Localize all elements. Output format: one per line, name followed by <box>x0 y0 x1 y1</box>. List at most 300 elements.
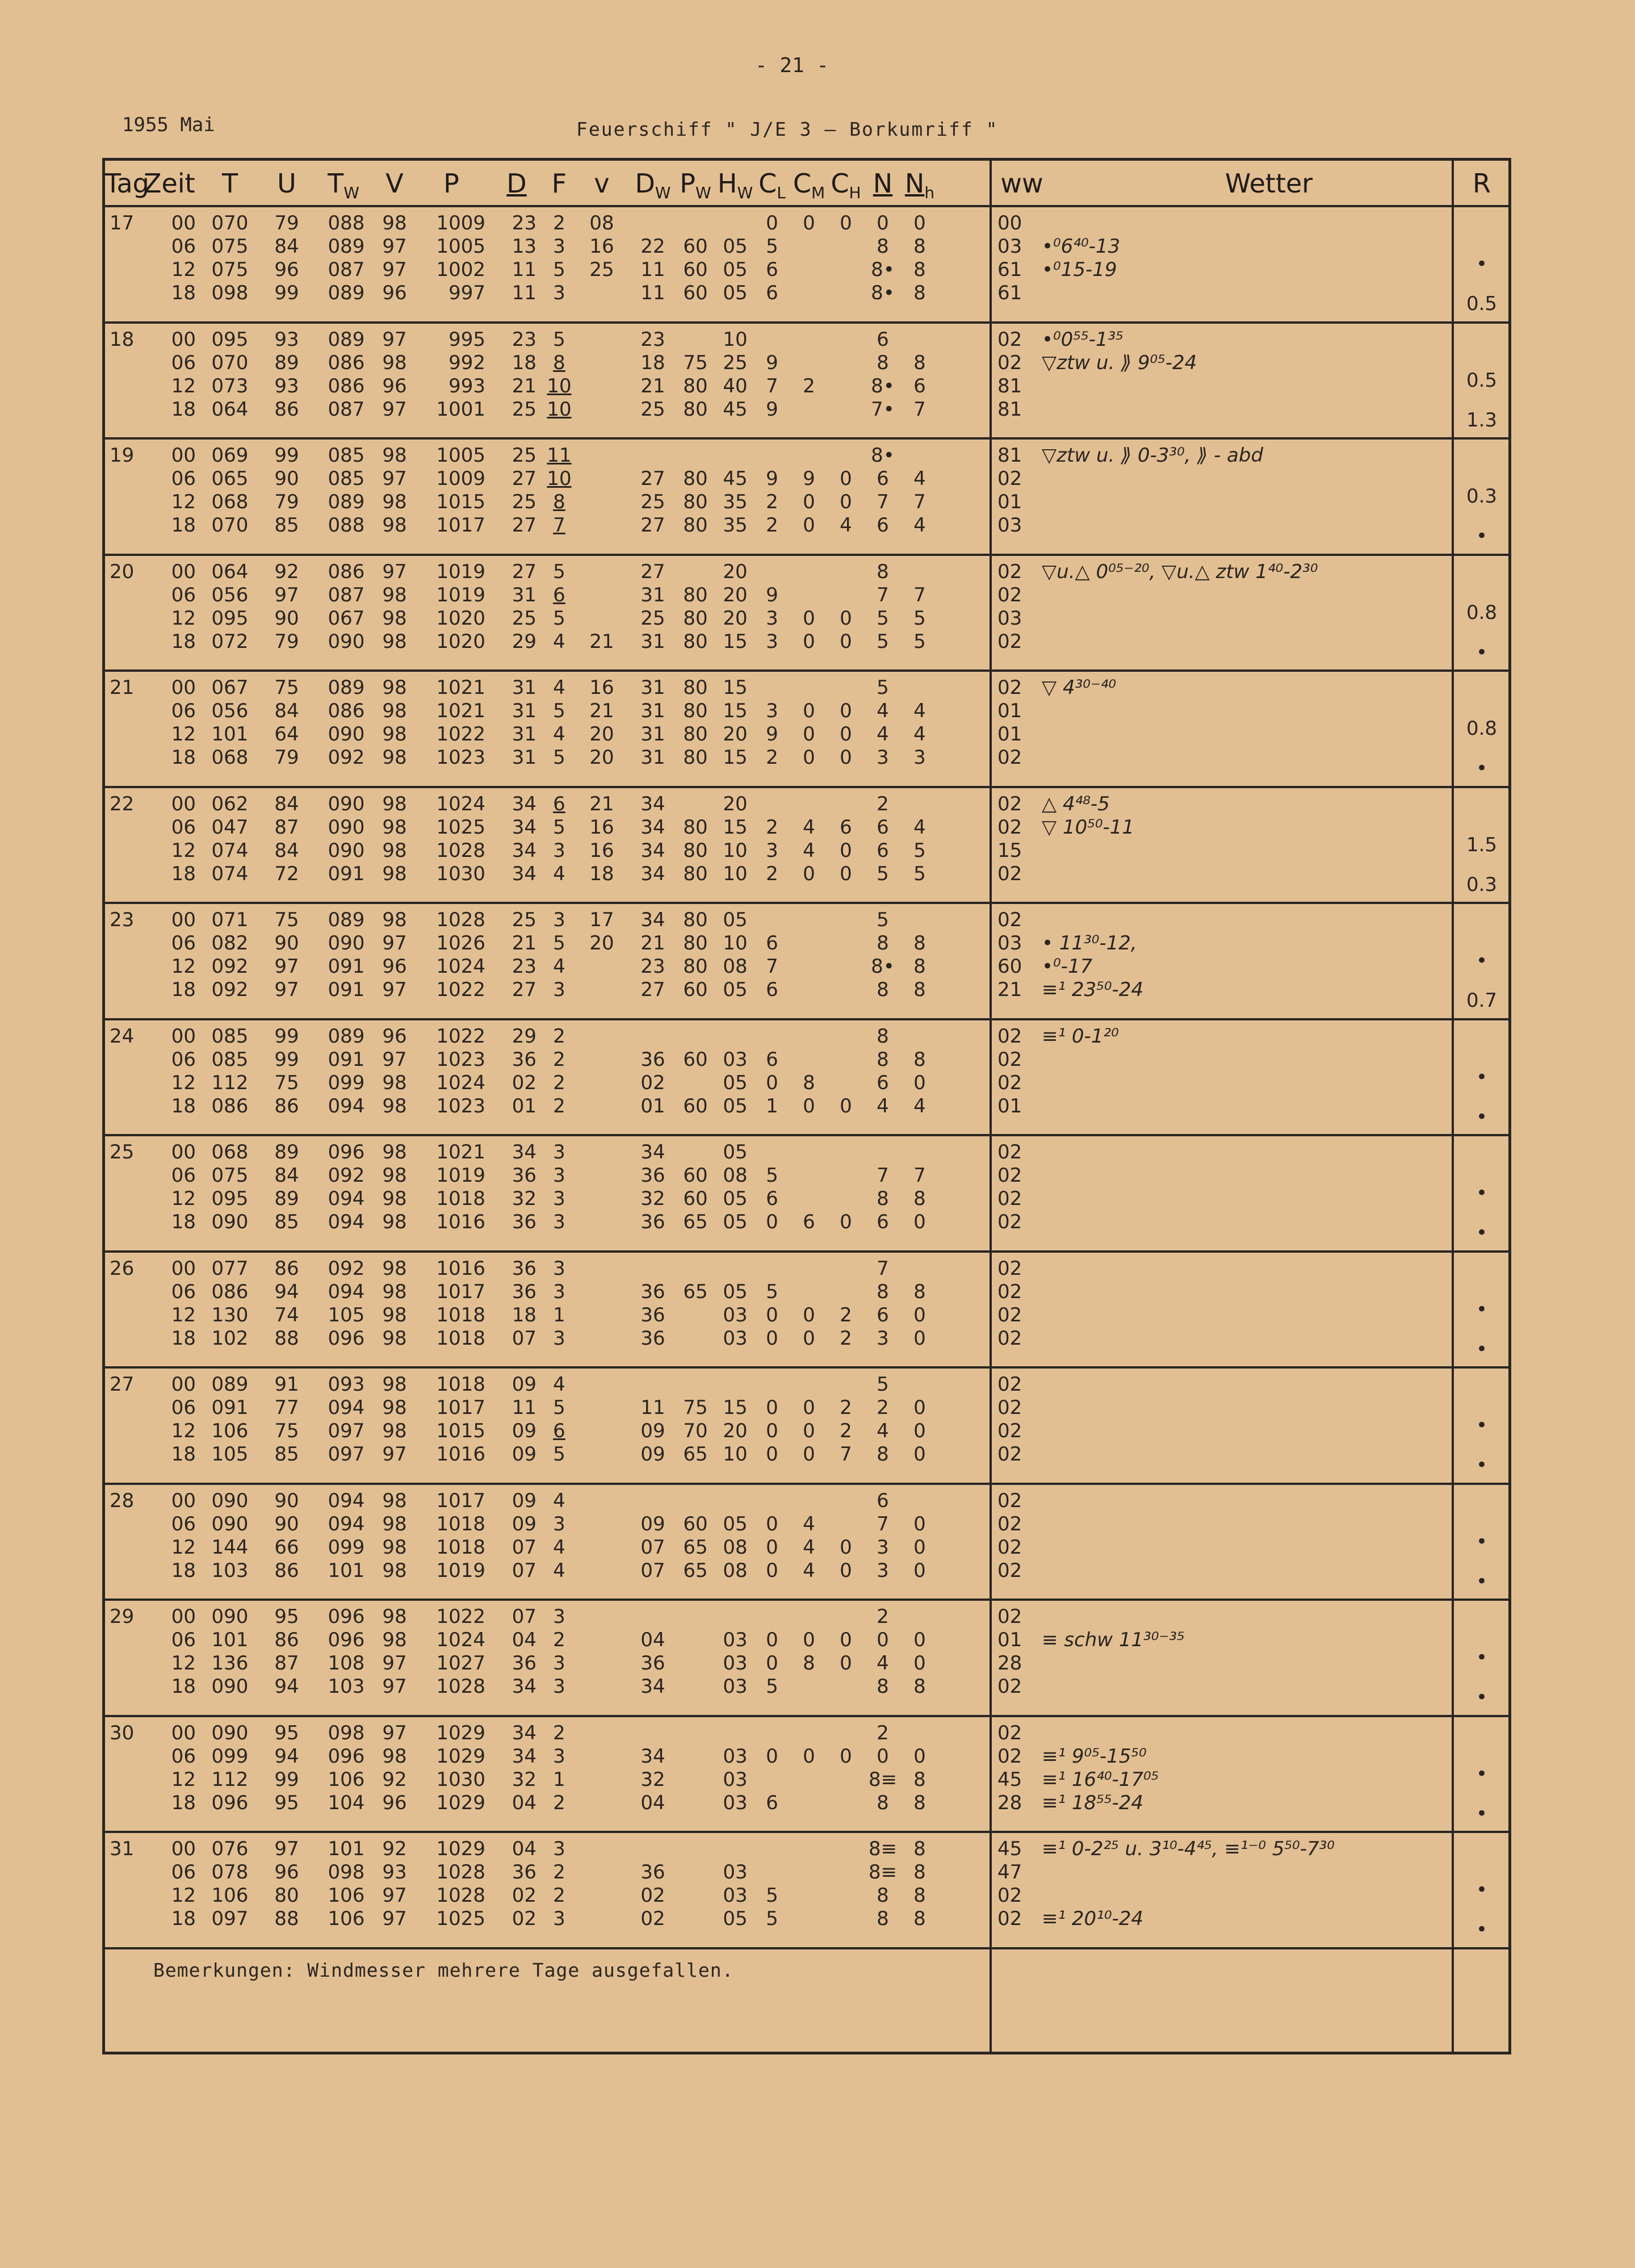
pw-cell: 80 <box>683 374 708 397</box>
d-cell: 23 <box>512 955 536 978</box>
dw-cell: 36 <box>640 1280 665 1303</box>
tw-cell: 086 <box>328 700 365 722</box>
wetter-cell: •⁰-17 <box>1042 955 1093 978</box>
nh-cell: 5 <box>913 862 926 885</box>
d-cell: 27 <box>512 514 536 537</box>
u-cell: 97 <box>274 955 299 978</box>
ch-cell: 0 <box>840 1535 852 1559</box>
nh-cell: 5 <box>913 630 926 653</box>
d-cell: 34 <box>512 1141 536 1164</box>
d-cell: 21 <box>512 932 536 955</box>
dw-cell: 31 <box>640 723 665 746</box>
cl-cell: 0 <box>766 1420 778 1442</box>
day-separator <box>105 786 1508 788</box>
ww-cell: 61 <box>997 282 1022 304</box>
ww-cell: 28 <box>997 1652 1022 1675</box>
r-cell: • <box>1475 253 1488 275</box>
v-cell: 93 <box>382 1861 407 1884</box>
u-cell: 79 <box>274 746 299 769</box>
vv-cell <box>582 1420 622 1442</box>
p-cell: 1018 <box>436 1512 485 1535</box>
r-cell: • <box>1475 1686 1488 1709</box>
cm-cell: 0 <box>803 514 815 537</box>
p-cell: 1022 <box>436 723 485 746</box>
pw-cell <box>673 1605 718 1628</box>
v-cell: 98 <box>382 1164 407 1187</box>
p-cell: 1028 <box>436 839 485 862</box>
hw-cell: 10 <box>723 328 748 351</box>
f-cell: 5 <box>553 328 565 351</box>
wetter-cell: ▽ztw u. ⟫ 9⁰⁵-24 <box>1042 351 1197 374</box>
p-cell: 1027 <box>436 1652 485 1675</box>
dw-cell: 34 <box>640 792 665 815</box>
wetter-cell <box>1042 1443 1450 1466</box>
vv-cell <box>582 607 622 630</box>
d-cell: 25 <box>512 606 536 630</box>
ww-cell: 02 <box>997 1280 1022 1303</box>
ww-cell: 01 <box>997 1094 1022 1118</box>
cl-cell: 0 <box>766 1211 778 1233</box>
col-ch: $C_H$ <box>831 168 861 203</box>
ww-cell: 02 <box>997 1420 1022 1442</box>
vv-cell <box>582 584 622 606</box>
t-cell: 068 <box>211 491 249 513</box>
u-cell: 86 <box>274 1559 299 1582</box>
tw-cell: 089 <box>328 676 365 699</box>
d-cell: 04 <box>512 1629 536 1651</box>
vv-cell <box>582 1141 622 1164</box>
tw-cell: 091 <box>328 955 365 978</box>
pw-cell: 80 <box>683 583 708 606</box>
vv-cell: 17 <box>589 909 614 931</box>
nh-cell <box>900 1141 940 1164</box>
v-cell: 98 <box>382 1420 407 1442</box>
v-cell: 97 <box>382 258 407 281</box>
n-cell: 8 <box>877 560 889 583</box>
nh-cell: 0 <box>913 212 926 235</box>
d-cell: 34 <box>512 792 536 815</box>
ch-cell <box>826 328 866 351</box>
v-cell: 97 <box>382 467 407 490</box>
n-cell: 6 <box>877 1071 889 1094</box>
v-cell: 98 <box>382 1257 407 1280</box>
hw-cell: 15 <box>723 676 748 699</box>
nh-cell: 8 <box>913 282 926 304</box>
zeit-cell: 06 <box>171 1396 196 1419</box>
dw-cell: 27 <box>640 514 665 537</box>
nh-cell: 0 <box>913 1211 926 1233</box>
v-cell: 98 <box>382 1535 407 1559</box>
pw-cell: 65 <box>683 1211 708 1233</box>
dw-cell: 34 <box>640 839 665 862</box>
vv-cell <box>582 1072 622 1094</box>
ww-cell: 02 <box>997 583 1022 606</box>
nh-cell: 8 <box>913 1768 926 1791</box>
d-cell: 31 <box>512 723 536 746</box>
t-cell: 098 <box>211 282 249 304</box>
d-cell: 09 <box>512 1512 536 1535</box>
hw-cell: 03 <box>723 1744 748 1768</box>
p-cell: 1023 <box>436 1094 485 1118</box>
nh-cell: 0 <box>913 1303 926 1327</box>
pw-cell: 65 <box>683 1280 708 1303</box>
t-cell: 082 <box>211 932 249 955</box>
vv-cell <box>582 1792 622 1814</box>
hw-cell: 35 <box>723 514 748 537</box>
nh-cell: 4 <box>913 700 926 722</box>
t-cell: 106 <box>211 1420 249 1442</box>
tw-cell: 089 <box>328 235 365 258</box>
t-cell: 089 <box>211 1373 249 1396</box>
p-cell: 1016 <box>436 1443 485 1466</box>
d-cell: 02 <box>512 1907 536 1930</box>
wetter-cell <box>1042 1605 1450 1628</box>
d-cell: 09 <box>512 1420 536 1442</box>
hw-cell: 10 <box>723 839 748 862</box>
cm-cell <box>789 1048 829 1071</box>
ww-cell: 02 <box>997 676 1022 699</box>
nh-cell: 8 <box>913 1838 926 1860</box>
day-label: 30 <box>110 1721 135 1744</box>
tw-cell: 098 <box>328 1721 365 1744</box>
nh-cell <box>900 1722 940 1744</box>
cm-cell <box>789 1281 829 1303</box>
zeit-cell: 18 <box>171 1791 196 1814</box>
hw-cell: 10 <box>723 1443 748 1466</box>
n-cell: 7 <box>877 491 889 513</box>
v-cell: 96 <box>382 282 407 304</box>
cm-cell <box>789 398 829 421</box>
dw-cell: 31 <box>640 700 665 722</box>
zeit-cell: 12 <box>171 258 196 281</box>
zeit-cell: 18 <box>171 1443 196 1466</box>
pw-cell: 75 <box>683 351 708 374</box>
n-cell: 3 <box>877 1559 889 1582</box>
hw-cell: 05 <box>723 235 748 258</box>
u-cell: 86 <box>274 1629 299 1651</box>
f-cell: 4 <box>553 630 565 653</box>
ww-cell: 02 <box>997 1721 1022 1744</box>
v-cell: 96 <box>382 374 407 397</box>
t-cell: 090 <box>211 1489 249 1512</box>
cm-cell: 0 <box>803 491 815 513</box>
f-cell: 3 <box>553 1327 565 1350</box>
cm-cell: 0 <box>803 1744 815 1768</box>
t-cell: 047 <box>211 815 249 839</box>
cl-cell: 2 <box>766 815 778 839</box>
v-cell: 97 <box>382 1884 407 1907</box>
f-cell: 8 <box>553 351 565 374</box>
zeit-cell: 12 <box>171 606 196 630</box>
ch-cell <box>826 909 866 931</box>
cm-cell <box>789 1768 829 1791</box>
v-cell: 98 <box>382 583 407 606</box>
zeit-cell: 18 <box>171 746 196 769</box>
hw-cell: 15 <box>723 630 748 653</box>
wetter-cell: ≡¹ 0-2²⁵ u. 3¹⁰-4⁴⁵, ≡¹⁻⁰ 5⁵⁰-7³⁰ <box>1042 1838 1335 1860</box>
d-cell: 21 <box>512 374 536 397</box>
pw-cell <box>673 1327 718 1350</box>
hw-cell <box>712 212 758 235</box>
vv-cell <box>582 1559 622 1582</box>
d-cell: 09 <box>512 1443 536 1466</box>
ch-cell <box>826 1187 866 1210</box>
pw-cell <box>673 212 718 235</box>
hw-cell: 08 <box>723 1535 748 1559</box>
f-cell: 5 <box>553 1396 565 1419</box>
u-cell: 99 <box>274 1048 299 1071</box>
pw-cell <box>673 1722 718 1744</box>
wetter-cell: △ 4⁴⁸-5 <box>1042 792 1110 815</box>
ww-cell: 02 <box>997 1048 1022 1071</box>
pw-cell: 80 <box>683 815 708 839</box>
n-cell: 8 <box>877 1443 889 1466</box>
tw-cell: 089 <box>328 491 365 513</box>
n-cell: 8 <box>877 1907 889 1930</box>
hw-cell <box>712 1722 758 1744</box>
r-cell: 1.3 <box>1466 408 1498 432</box>
n-cell: 5 <box>877 909 889 931</box>
u-cell: 87 <box>274 815 299 839</box>
n-cell: 6 <box>877 328 889 351</box>
zeit-cell: 06 <box>171 1280 196 1303</box>
dw-cell: 34 <box>640 862 665 885</box>
f-cell: 4 <box>553 1535 565 1559</box>
ch-cell <box>826 282 866 304</box>
ww-cell: 47 <box>997 1861 1022 1884</box>
tw-cell: 101 <box>328 1838 365 1860</box>
wetter-cell <box>1042 1048 1450 1071</box>
nh-cell: 0 <box>913 1629 926 1651</box>
tw-cell: 106 <box>328 1907 365 1930</box>
ww-cell: 02 <box>997 792 1022 815</box>
ww-cell: 01 <box>997 1629 1022 1651</box>
day-label: 31 <box>110 1838 135 1860</box>
pw-cell <box>673 560 718 583</box>
n-cell: 5 <box>877 1373 889 1396</box>
cl-cell: 6 <box>766 1187 778 1210</box>
wetter-cell <box>1042 1072 1450 1094</box>
cl-cell: 6 <box>766 258 778 281</box>
t-cell: 099 <box>211 1744 249 1768</box>
d-cell: 34 <box>512 815 536 839</box>
v-cell: 98 <box>382 444 407 467</box>
cl-cell <box>752 1605 792 1628</box>
cl-cell: 0 <box>766 1303 778 1327</box>
nh-cell: 5 <box>913 839 926 862</box>
p-cell: 1017 <box>436 1489 485 1512</box>
pw-cell <box>673 1257 718 1280</box>
ch-cell: 6 <box>840 815 852 839</box>
p-cell: 1009 <box>436 467 485 490</box>
day-label: 27 <box>110 1373 135 1396</box>
ww-cell: 81 <box>997 444 1022 467</box>
pw-cell <box>673 1141 718 1164</box>
v-cell: 97 <box>382 235 407 258</box>
ww-cell: 03 <box>997 235 1022 258</box>
v-cell: 98 <box>382 792 407 815</box>
wetter-cell: ≡¹ 18⁵⁵-24 <box>1042 1791 1143 1814</box>
d-cell: 13 <box>512 235 536 258</box>
d-cell: 11 <box>512 282 536 304</box>
t-cell: 062 <box>211 792 249 815</box>
p-cell: 995 <box>448 328 485 351</box>
n-cell: 8 <box>877 1675 889 1698</box>
ch-cell <box>826 1373 866 1396</box>
t-cell: 090 <box>211 1512 249 1535</box>
t-cell: 092 <box>211 978 249 1001</box>
tw-cell: 105 <box>328 1303 365 1327</box>
cm-cell: 4 <box>803 815 815 839</box>
hw-cell: 05 <box>723 1512 748 1535</box>
zeit-cell: 18 <box>171 1211 196 1233</box>
zeit-cell: 00 <box>171 792 196 815</box>
cm-cell: 9 <box>803 467 815 490</box>
r-cell: • <box>1475 949 1488 972</box>
f-cell: 8 <box>553 491 565 513</box>
p-cell: 1028 <box>436 1884 485 1907</box>
nh-cell: 8 <box>913 1884 926 1907</box>
pw-cell: 80 <box>683 955 708 978</box>
v-cell: 98 <box>382 606 407 630</box>
ww-cell: 02 <box>997 1559 1022 1582</box>
ch-cell <box>826 375 866 397</box>
n-cell <box>866 1141 900 1164</box>
tw-cell: 085 <box>328 444 365 467</box>
ww-cell: 02 <box>997 1211 1022 1233</box>
t-cell: 102 <box>211 1327 249 1350</box>
v-cell: 92 <box>382 1768 407 1791</box>
cl-cell: 5 <box>766 1907 778 1930</box>
n-cell: 2 <box>877 1721 889 1744</box>
header-rule <box>105 205 1508 207</box>
hw-cell: 08 <box>723 1559 748 1582</box>
dw-cell: 36 <box>640 1211 665 1233</box>
tw-cell: 067 <box>328 606 365 630</box>
ww-cell: 01 <box>997 723 1022 746</box>
p-cell: 1024 <box>436 1071 485 1094</box>
cm-cell <box>789 444 829 467</box>
vv-cell <box>582 1095 622 1118</box>
cl-cell <box>752 676 792 699</box>
cm-cell <box>789 1164 829 1187</box>
n-cell: 8 <box>877 932 889 955</box>
t-cell: 075 <box>211 1164 249 1187</box>
tw-cell: 094 <box>328 1489 365 1512</box>
col-tag: Tag <box>105 168 149 199</box>
remarks-separator <box>105 1947 1508 1949</box>
u-cell: 86 <box>274 1094 299 1118</box>
wetter-cell <box>1042 723 1450 746</box>
ch-cell: 0 <box>840 1744 852 1768</box>
vv-cell: 08 <box>589 212 614 235</box>
u-cell: 87 <box>274 1652 299 1675</box>
dw-cell <box>627 1257 678 1280</box>
pw-cell: 80 <box>683 839 708 862</box>
hw-cell: 15 <box>723 746 748 769</box>
dw-cell: 11 <box>640 1396 665 1419</box>
t-cell: 075 <box>211 235 249 258</box>
ww-cell: 02 <box>997 1512 1022 1535</box>
v-cell: 98 <box>382 1489 407 1512</box>
wetter-cell <box>1042 1095 1450 1118</box>
hw-cell: 03 <box>723 1327 748 1350</box>
cm-cell <box>789 1838 829 1860</box>
tw-cell: 092 <box>328 746 365 769</box>
vv-cell: 25 <box>589 258 614 281</box>
p-cell: 1009 <box>436 212 485 235</box>
hw-cell: 03 <box>723 1861 748 1884</box>
t-cell: 106 <box>211 1884 249 1907</box>
dw-cell: 09 <box>640 1443 665 1466</box>
vv-cell <box>582 1373 622 1396</box>
vv-cell <box>582 1675 622 1698</box>
wetter-cell <box>1042 1257 1450 1280</box>
ww-cell: 01 <box>997 700 1022 722</box>
p-cell: 1020 <box>436 630 485 653</box>
hw-cell: 20 <box>723 792 748 815</box>
dw-cell: 36 <box>640 1652 665 1675</box>
t-cell: 095 <box>211 606 249 630</box>
nh-cell: 7 <box>913 1164 926 1187</box>
r-cell: • <box>1475 641 1488 664</box>
nh-cell <box>900 444 940 467</box>
cl-cell: 0 <box>766 1071 778 1094</box>
pw-cell: 60 <box>683 282 708 304</box>
pw-cell <box>673 1025 718 1048</box>
f-cell: 3 <box>553 839 565 862</box>
dw-cell: 27 <box>640 467 665 490</box>
pw-cell: 80 <box>683 514 708 537</box>
n-cell: 8 <box>877 1187 889 1210</box>
vv-cell: 16 <box>589 839 614 862</box>
nh-cell: 8 <box>913 351 926 374</box>
ww-cell: 02 <box>997 630 1022 653</box>
hw-cell: 05 <box>723 909 748 931</box>
r-cell: • <box>1475 1802 1488 1825</box>
ww-cell: 02 <box>997 351 1022 374</box>
hw-cell <box>712 1373 758 1396</box>
cl-cell: 7 <box>766 955 778 978</box>
cm-cell: 0 <box>803 746 815 769</box>
wetter-cell <box>1042 630 1450 653</box>
cl-cell: 6 <box>766 932 778 955</box>
n-cell: 2 <box>877 1605 889 1628</box>
dw-cell: 34 <box>640 1141 665 1164</box>
ch-cell: 0 <box>840 630 852 653</box>
dw-cell: 04 <box>640 1629 665 1651</box>
pw-cell <box>673 1768 718 1791</box>
wetter-cell <box>1042 282 1450 304</box>
zeit-cell: 00 <box>171 676 196 699</box>
dw-cell: 01 <box>640 1094 665 1118</box>
ch-cell <box>826 398 866 421</box>
ww-cell: 02 <box>997 909 1022 931</box>
n-cell: 8≡ <box>868 1768 898 1791</box>
v-cell: 98 <box>382 1327 407 1350</box>
tw-cell: 098 <box>328 1861 365 1884</box>
tw-cell: 091 <box>328 862 365 885</box>
cl-cell: 9 <box>766 397 778 421</box>
vv-cell <box>582 1536 622 1559</box>
tw-cell: 086 <box>328 374 365 397</box>
p-cell: 1028 <box>436 909 485 931</box>
tw-cell: 089 <box>328 1024 365 1048</box>
tw-cell: 090 <box>328 723 365 746</box>
ch-cell: 0 <box>840 1629 852 1651</box>
hw-cell: 03 <box>723 1303 748 1327</box>
u-cell: 75 <box>274 676 299 699</box>
